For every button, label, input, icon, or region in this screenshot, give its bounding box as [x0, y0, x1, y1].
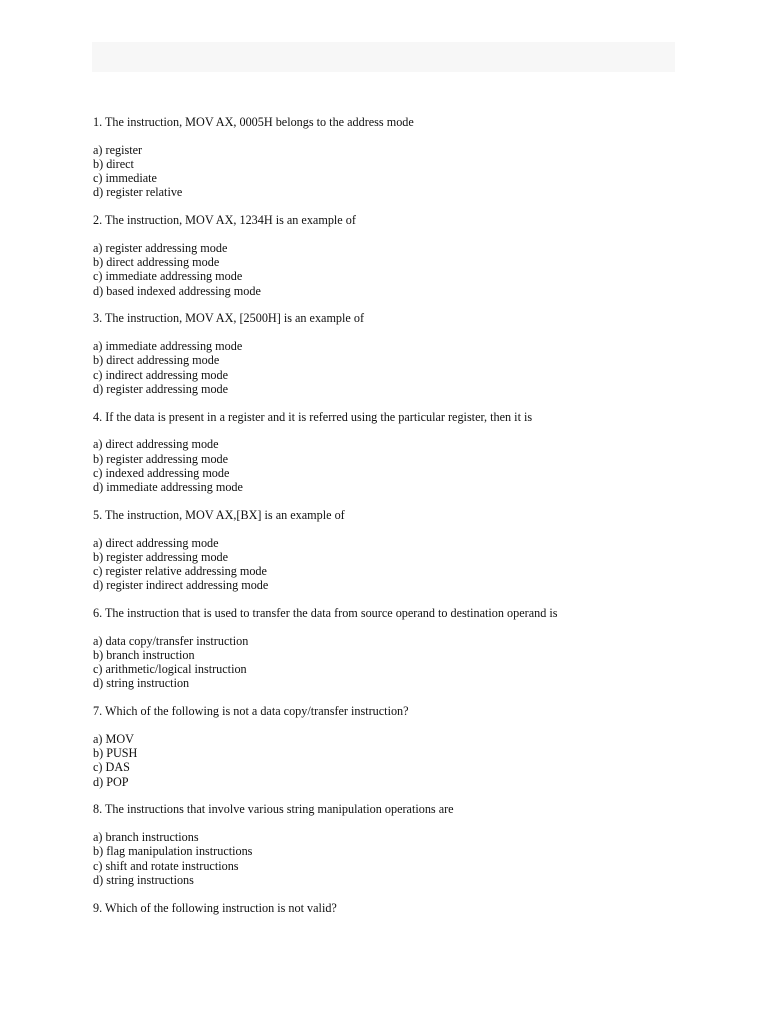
question-1: [93, 115, 713, 200]
option-a: a) branch instructions: [93, 830, 199, 845]
question-text: 8. The instructions that involve various string manipulation operations are: [93, 802, 454, 817]
question-3: [93, 311, 713, 396]
option-c: c) indirect addressing mode: [93, 367, 229, 382]
option-b: b) register addressing mode: [93, 451, 229, 466]
option-d: d) based indexed addressing mode: [93, 283, 261, 298]
option-d: d) string instructions: [93, 872, 194, 887]
question-6: [93, 606, 713, 691]
question-9: [93, 901, 713, 915]
option-a: a) register addressing mode: [93, 241, 228, 255]
question-8: [93, 802, 713, 887]
option-a: a) register: [93, 142, 143, 157]
option-a: a) immediate addressing mode: [93, 339, 243, 354]
option-c: c) DAS: [93, 760, 130, 775]
option-c: c) immediate: [93, 171, 157, 186]
question-4: [93, 410, 713, 495]
option-b: b) PUSH: [93, 746, 138, 761]
option-d: d) register indirect addressing mode: [93, 578, 269, 593]
option-b: b) flag manipulation instructions: [93, 844, 253, 859]
option-a: a) MOV: [93, 732, 134, 747]
option-c: c) register relative addressing mode: [93, 564, 267, 579]
option-d: d) immediate addressing mode: [93, 480, 243, 495]
option-c: c) shift and rotate instructions: [93, 858, 239, 873]
option-b: b) register addressing mode: [93, 549, 229, 564]
option-b: b) direct: [93, 157, 134, 171]
option-c: c) indexed addressing mode: [93, 465, 230, 480]
option-d: d) string instruction: [93, 676, 190, 691]
option-d: d) register relative: [93, 185, 183, 200]
option-d: d) register addressing mode: [93, 381, 229, 396]
option-b: b) direct addressing mode: [93, 255, 220, 270]
question-text: 5. The instruction, MOV AX,[BX] is an example of: [93, 507, 345, 522]
question-5: [93, 508, 713, 593]
question-text: 4. If the data is present in a register and it is referred using the particular register, then it is: [93, 409, 533, 424]
question-text: 6. The instruction that is used to transfer the data from source operand to destination operand is: [93, 606, 558, 621]
question-text: 7. Which of the following is not a data copy/transfer instruction?: [93, 704, 409, 719]
option-b: b) branch instruction: [93, 648, 195, 663]
question-text: 2. The instruction, MOV AX, 1234H is an example of: [93, 213, 356, 228]
question-text: 3. The instruction, MOV AX, [2500H] is an example of: [93, 311, 365, 326]
document-content: [93, 115, 713, 928]
option-a: a) direct addressing mode: [93, 437, 219, 452]
header-bar: [92, 42, 675, 72]
option-c: c) arithmetic/logical instruction: [93, 662, 247, 677]
option-a: a) data copy/transfer instruction: [93, 633, 249, 648]
option-d: d) POP: [93, 774, 129, 789]
question-text: 1. The instruction, MOV AX, 0005H belongs to the address mode: [93, 115, 414, 129]
option-b: b) direct addressing mode: [93, 353, 220, 368]
question-7: [93, 704, 713, 789]
question-2: [93, 213, 713, 298]
option-c: c) immediate addressing mode: [93, 269, 243, 284]
option-a: a) direct addressing mode: [93, 535, 219, 550]
question-text: 9. Which of the following instruction is not valid?: [93, 900, 337, 915]
